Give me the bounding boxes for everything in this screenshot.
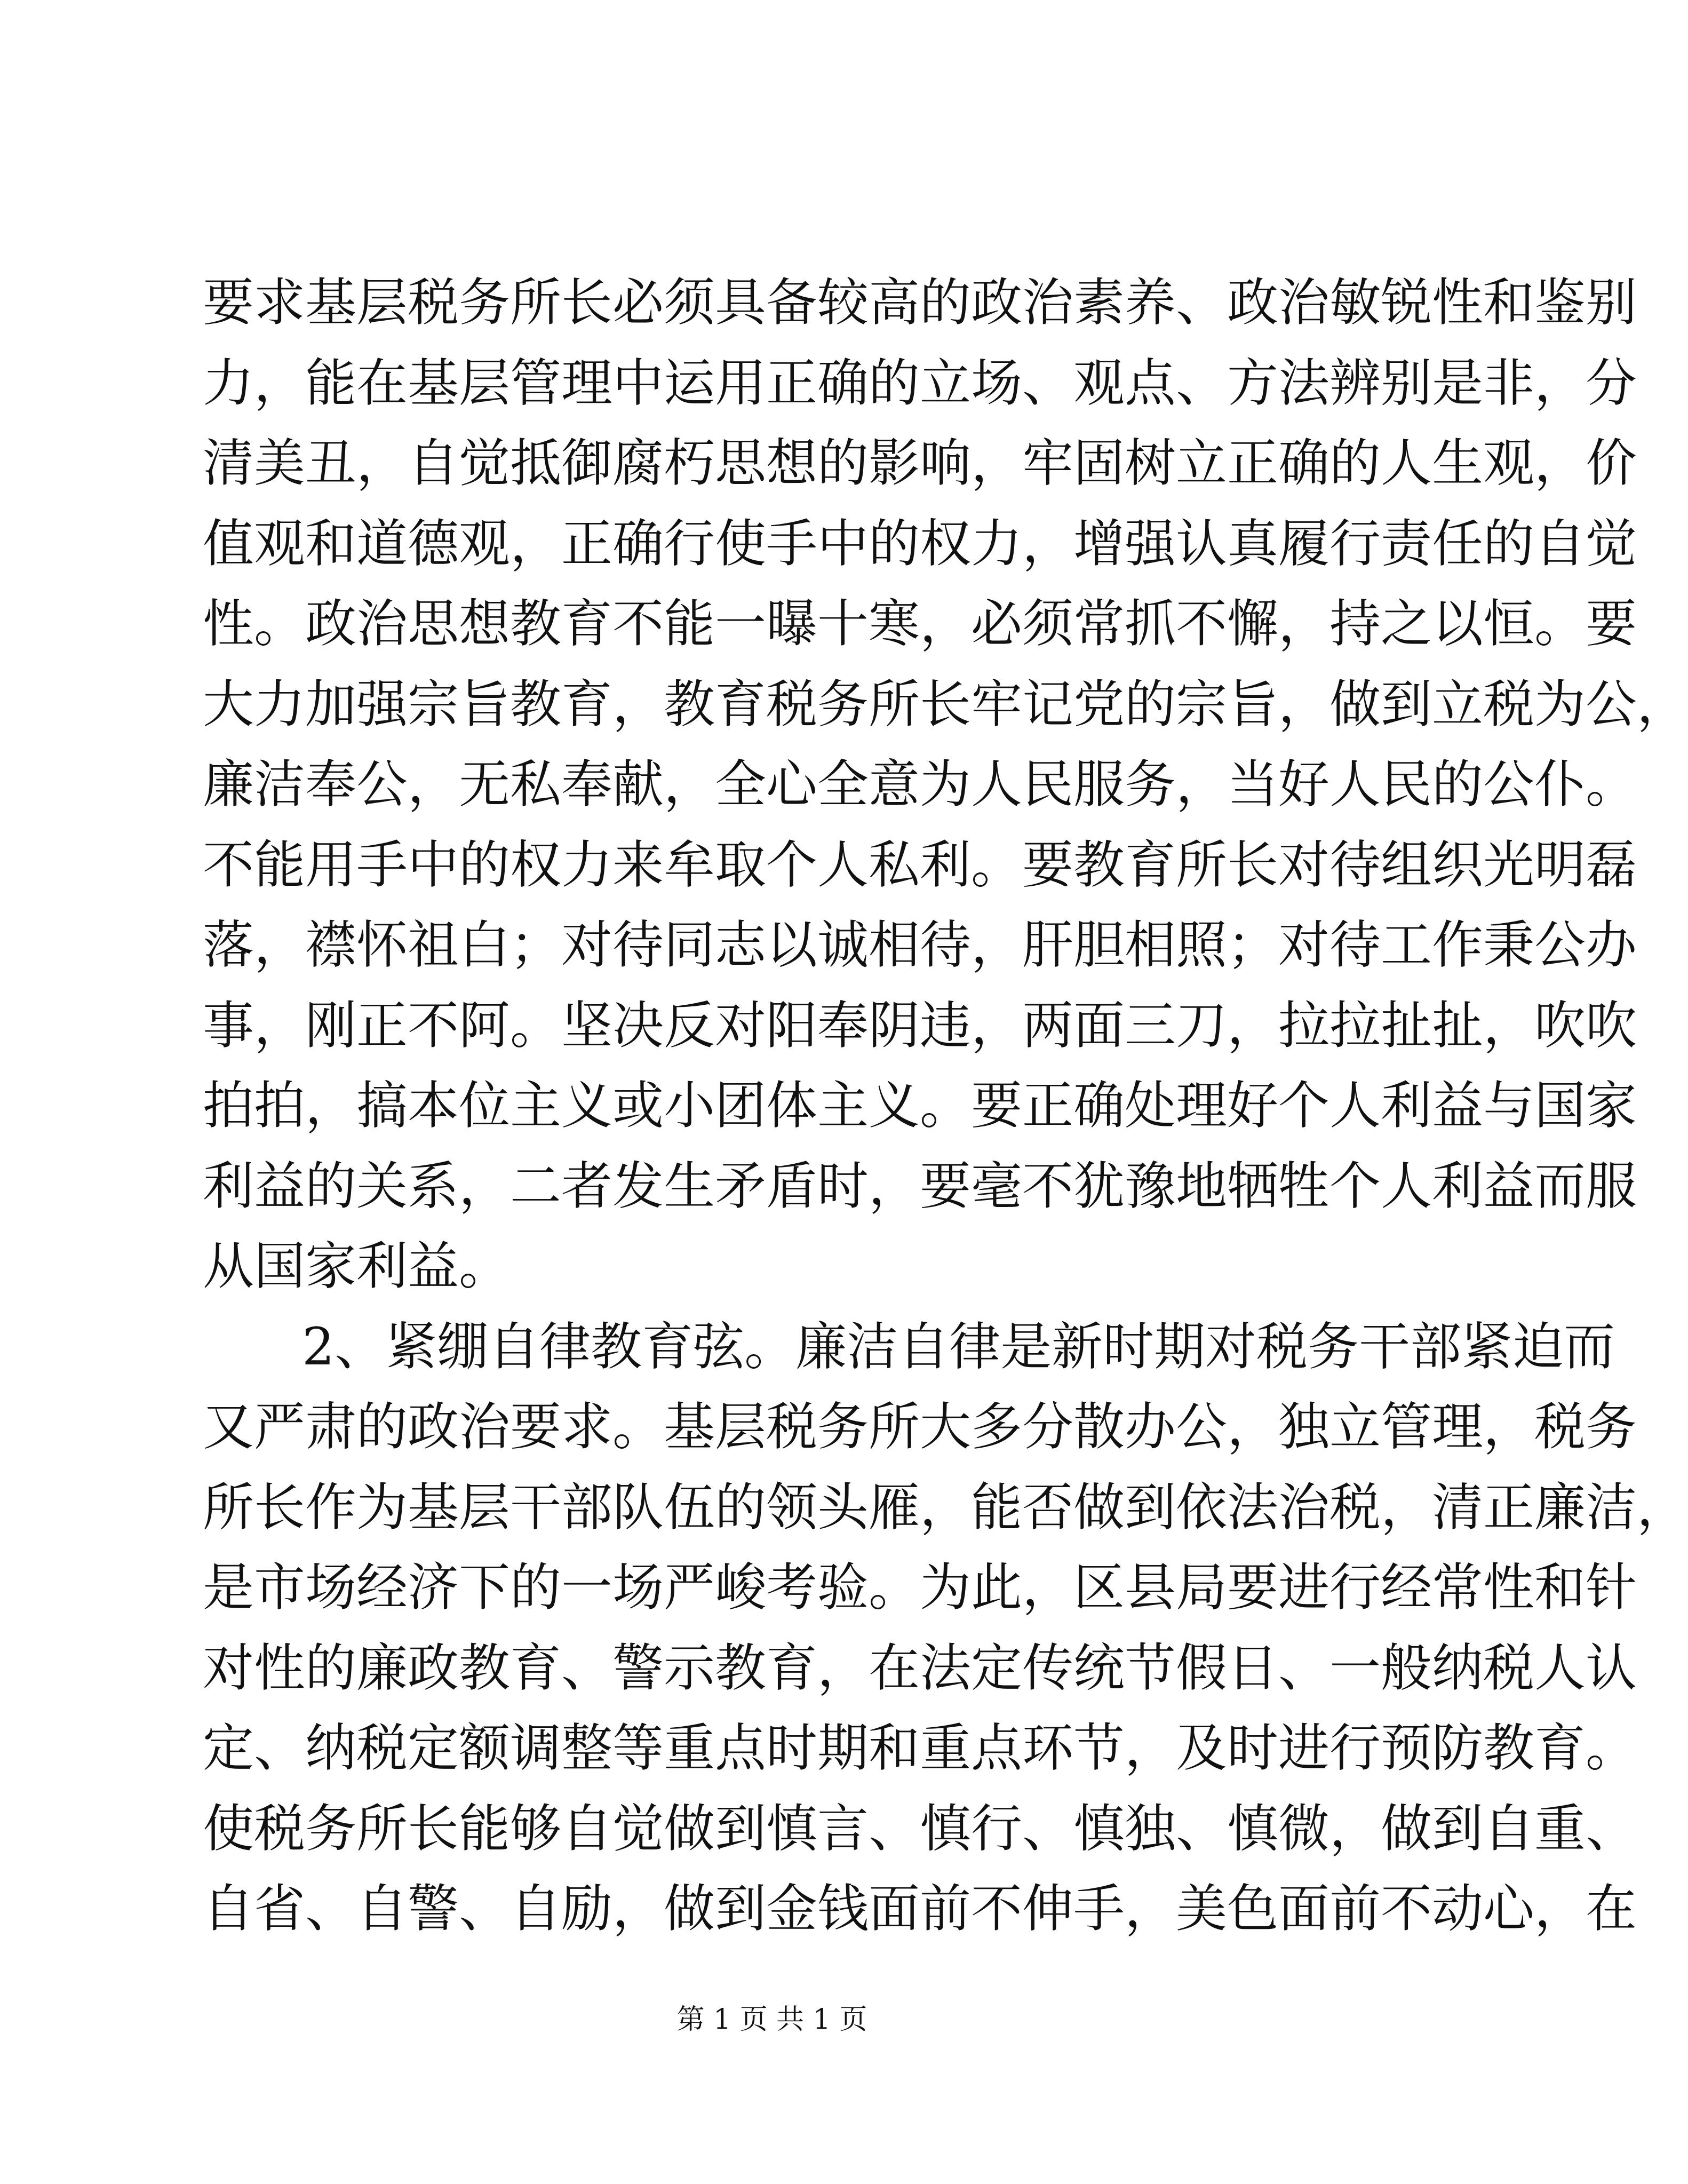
- paragraph-1-line: 值观和道德观，正确行使手中的权力，增强认真履行责任的自觉: [203, 513, 1637, 574]
- paragraph-2-line: 2、紧绷自律教育弦。廉洁自律是新时期对税务干部紧迫而: [302, 1316, 1615, 1377]
- paragraph-2-line: 自省、自警、自励，做到金钱面前不伸手，美色面前不动心，在: [203, 1879, 1637, 1939]
- paragraph-1-line: 利益的关系，二者发生矛盾时，要毫不犹豫地牺牲个人利益而服: [203, 1156, 1637, 1216]
- paragraph-2-line: 对性的廉政教育、警示教育，在法定传统节假日、一般纳税人认: [203, 1638, 1637, 1698]
- paragraph-1-line: 拍拍，搞本位主义或小团体主义。要正确处理好个人利益与国家: [203, 1076, 1637, 1135]
- paragraph-1-line: 从国家利益。: [203, 1236, 510, 1296]
- paragraph-1-line: 廉洁奉公，无私奉献，全心全意为人民服务，当好人民的公仆。: [203, 755, 1637, 814]
- page-footer: 第 1 页 共 1 页: [676, 2004, 867, 2036]
- paragraph-1-line: 性。政治思想教育不能一曝十寒，必须常抓不懈，持之以恒。要: [203, 594, 1637, 654]
- paragraph-1-line: 要求基层税务所长必须具备较高的政治素养、政治敏锐性和鉴别: [203, 273, 1637, 332]
- body-text: [203, 263, 1688, 1949]
- paragraph-2-line: 是市场经济下的一场严峻考验。为此，区县局要进行经常性和针: [203, 1558, 1637, 1617]
- paragraph-2-line: 所长作为基层干部队伍的领头雁，能否做到依法治税，清正廉洁，: [203, 1477, 1688, 1537]
- paragraph-1-line: 不能用手中的权力来牟取个人私利。要教育所长对待组织光明磊: [203, 835, 1637, 895]
- paragraph-2-line: 使税务所长能够自觉做到慎言、慎行、慎独、慎微，做到自重、: [203, 1798, 1637, 1859]
- paragraph-2-line: 又严肃的政治要求。基层税务所大多分散办公，独立管理，税务: [203, 1397, 1637, 1457]
- paragraph-2-line: 定、纳税定额调整等重点时期和重点环节，及时进行预防教育。: [203, 1718, 1637, 1778]
- paragraph-1-line: 大力加强宗旨教育，教育税务所长牢记党的宗旨，做到立税为公，: [203, 674, 1688, 734]
- paragraph-1-line: 落，襟怀祖白；对待同志以诚相待，肝胆相照；对待工作秉公办: [203, 915, 1637, 975]
- paragraph-1-line: 力，能在基层管理中运用正确的立场、观点、方法辨别是非，分: [203, 353, 1637, 413]
- paragraph-1-line: 事，刚正不阿。坚决反对阳奉阴违，两面三刀，拉拉扯扯，吹吹: [203, 995, 1637, 1055]
- paragraph-1-line: 清美丑，自觉抵御腐朽思想的影响，牢固树立正确的人生观，价: [203, 433, 1637, 493]
